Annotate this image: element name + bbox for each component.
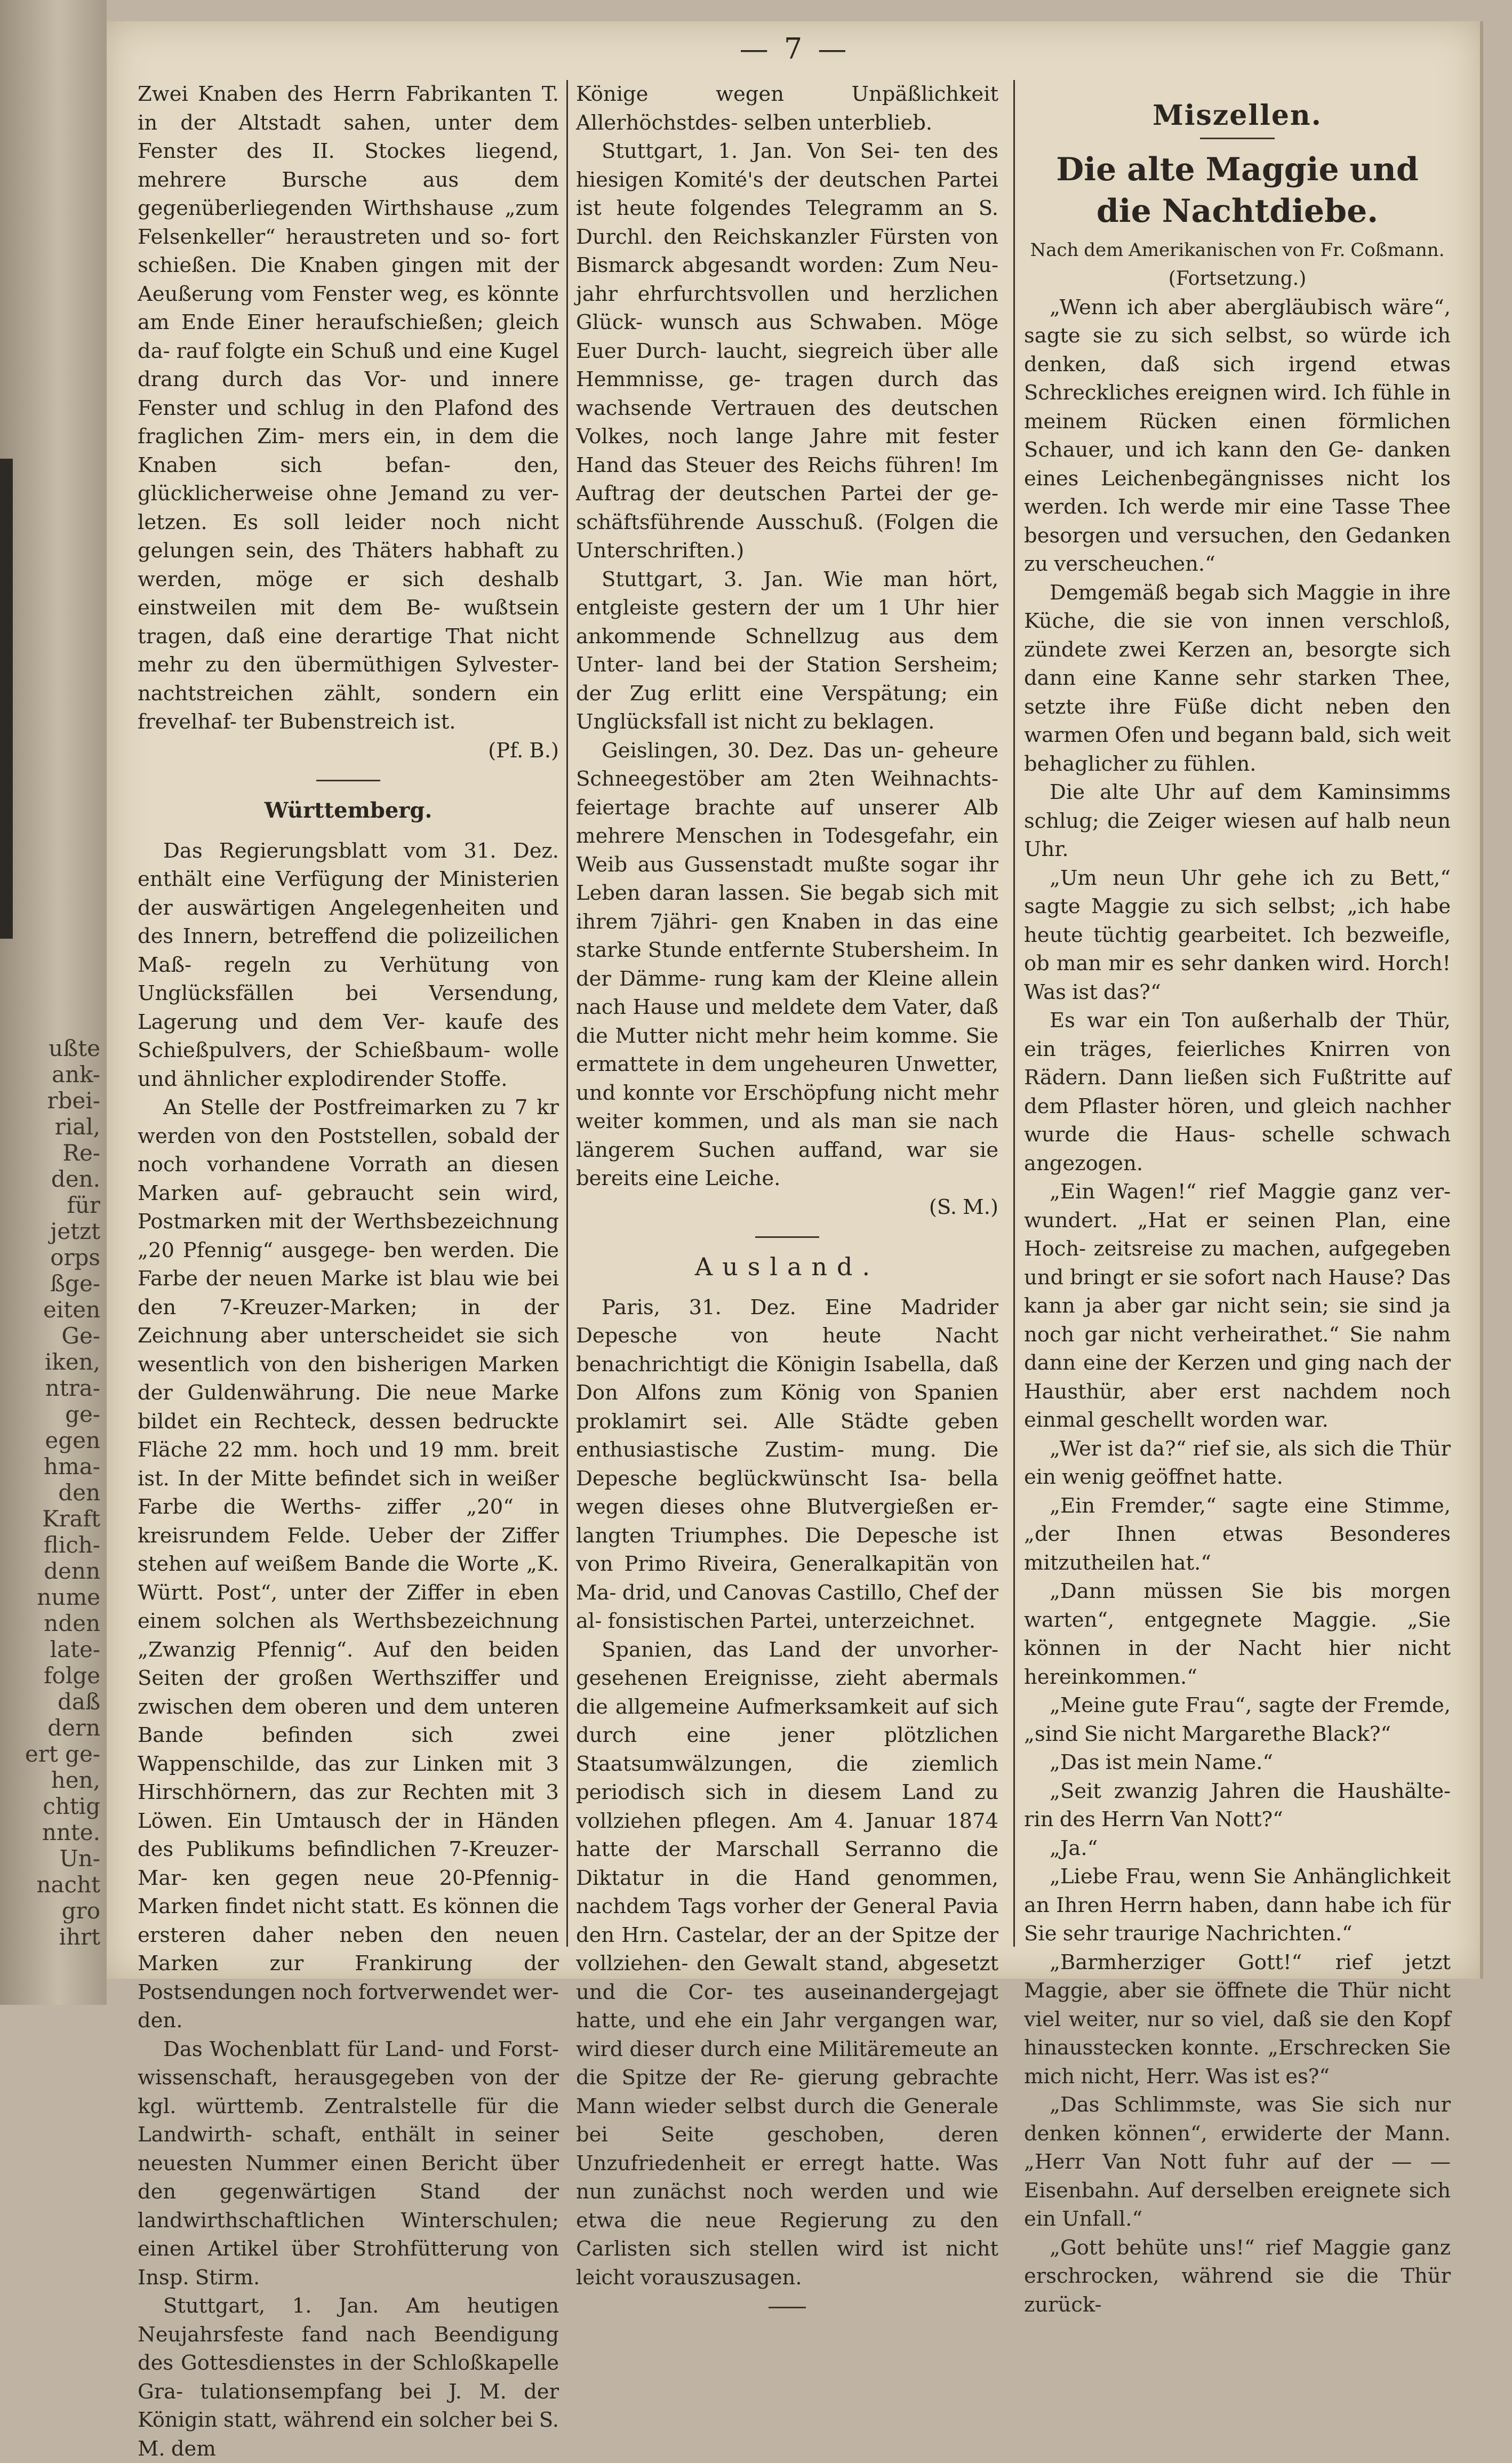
adjacent-page-fragment: nden — [44, 1610, 100, 1636]
story-paragraph: Demgemäß begab sich Maggie in ihre Küche, die sie von innen verschloß, zündete zwei Kerzen an, besorgte sich dann eine Kanne sehr starken Thee, setzte ihre Füße dicht neben den warmen Ofen und begann bald, sich weit behaglicher zu fühlen. — [1024, 580, 1451, 776]
adjacent-page-fragment: daß — [58, 1689, 100, 1715]
article-end-divider — [769, 2307, 806, 2308]
adjacent-page-fragment: egen — [45, 1427, 100, 1453]
adjacent-page-fragment: dern — [47, 1715, 100, 1741]
adjacent-page-fragment: nacht — [36, 1872, 100, 1898]
adjacent-page-fragment: ge- — [65, 1401, 100, 1427]
column-2 — [576, 80, 998, 2290]
adjacent-page-fragment: denn — [44, 1558, 100, 1584]
column-3 — [1024, 80, 1451, 2317]
adjacent-page-fragment: flich- — [43, 1532, 100, 1558]
adjacent-page-fragment: hen, — [51, 1767, 100, 1793]
adjacent-page-fragment: nnte. — [42, 1819, 100, 1845]
story-paragraph: „Gott behüte uns!“ rief Maggie ganz erschrocken, während sie die Thür zurück- — [1024, 2235, 1451, 2317]
story-paragraph: „Barmherziger Gott!“ rief jetzt Maggie, aber sie öffnete die Thür nicht viel weiter, nur so viel, daß sie den Kopf hinausstecken konnte. „Erschrecken Sie mich nicht, Herr. Was ist es?“ — [1024, 1950, 1451, 2089]
section-divider — [755, 1236, 819, 1238]
adjacent-page-fragment: hma- — [43, 1453, 100, 1480]
story-paragraph: „Das ist mein Name.“ — [1050, 1750, 1274, 1774]
story-paragraph: „Ein Wagen!“ rief Maggie ganz ver- wundert. „Hat er seinen Plan, eine Hoch- zeitsreise zu machen, aufgegeben und bringt er sie sofort nach Hause? Das kann ja aber gar nicht sein; sie sind ja noch gar nicht verheirathet.“ Sie nahm dann eine der Kerzen und ging nach der Hausthür, aber erst nachdem noch einmal geschellt worden war. — [1024, 1180, 1451, 1432]
adjacent-page-fragment: nume — [37, 1584, 100, 1610]
section-heading-ausland: Ausland. — [694, 1252, 880, 1281]
adjacent-page-fragment: Ge- — [61, 1323, 100, 1349]
adjacent-page-fragment: jetzt — [50, 1218, 100, 1244]
story-paragraph: „Meine gute Frau“, sagte der Fremde, „sind Sie nicht Margarethe Black?“ — [1024, 1693, 1451, 1746]
article-source: (Pf. B.) — [488, 738, 559, 763]
story-byline: Nach dem Amerikanischen von Fr. Coßmann. — [1030, 239, 1445, 261]
adjacent-page-fragment: folge — [43, 1662, 100, 1689]
adjacent-page-fragment: iken, — [44, 1349, 100, 1375]
section-heading-wuerttemberg: Württemberg. — [264, 798, 433, 823]
article-paragraph: An Stelle der Postfreimarken zu 7 kr werden von den Poststellen, sobald der noch vorhandene Vorrath an diesen Marken auf- gebraucht sein wird, Postmarken mit der Werthsbezeichnung „20 Pfennig“ ausgege- ben werden. Die Farbe der neuen Marke ist blau wie bei den 7-Kreuzer-Marken; in der Zeichnung aber unterscheidet sie sich wesentlich von den bisherigen Marken der Guldenwährung. Die neue Marke bildet ein Rechteck, dessen bedruckte Fläche 22 mm. hoch und 19 mm. breit ist. In der Mitte befindet sich in weißer Farbe die Werths- ziffer „20“ in kreisrundem Felde. Ueber der Ziffer stehen auf weißem Bande die Worte „K. Württ. Post“, unter der Ziffer in eben einem solchen als Werthsbezeichnung „Zwanzig Pfennig“. Auf den beiden Seiten der großen Werthsziffer und zwischen dem oberen und dem unteren Bande befinden sich zwei Wappenschilde, das zur Linken mit 3 Hirschhörnern, das zur Rechten mit 3 Löwen. Ein Umtausch der in Händen des Publikums befindlichen 7-Kreuzer-Mar- ken gegen neue 20-Pfennig-Marken findet nicht statt. Es können die ersteren daher neben den neuen Marken zur Frankirung der Postsendungen noch fortverwendet wer- den. — [138, 1095, 559, 2033]
adjacent-page-fragment: ußte — [49, 1035, 100, 1061]
article-paragraph: Das Wochenblatt für Land- und Forst- wissenschaft, herausgegeben von der kgl. württemb. Zentralstelle für die Landwirth- schaft, enthält in seiner neuesten Nummer einen Bericht über den gegenwärtigen Stand der landwirthschaftlichen Winterschulen; einen Artikel über Strohfütterung von Insp. Stirm. — [138, 2037, 559, 2290]
article-paragraph: Könige wegen Unpäßlichkeit Allerhöchstdes- selben unterblieb. — [576, 82, 998, 135]
story-paragraph: Es war ein Ton außerhalb der Thür, ein träges, feierliches Knirren von Rädern. Dann ließen sich Fußtritte auf dem Pflaster hören, und gleich nachher wurde die Haus- schelle schwach angezogen. — [1024, 1009, 1451, 1175]
story-paragraph: „Das Schlimmste, was Sie sich nur denken können“, erwiderte der Mann. „Herr Van Nott fuhr auf der — — Eisenbahn. Auf derselben ereignete sich ein Unfall.“ — [1024, 2093, 1451, 2231]
article-paragraph: Zwei Knaben des Herrn Fabrikanten T. in der Altstadt sahen, unter dem Fenster des II. Stockes liegend, mehrere Bursche aus dem gegenüberliegenden Wirthshause „zum Felsenkeller“ heraustreten und so- fort schießen. Die Knaben gingen mit der Aeußerung vom Fenster weg, es könnte am Ende Einer heraufschießen; gleich da- rauf folgte ein Schuß und eine Kugel drang durch das Vor- und innere Fenster und schlug in den Plafond des fraglichen Zim- mers ein, in dem die Knaben sich befan- den, glücklicherweise ohne Jemand zu ver- letzen. Es soll leider noch nicht gelungen sein, des Thäters habhaft zu werden, möge er sich deshalb einstweilen mit dem Be- wußtsein tragen, daß eine derartige That nicht mehr zu den übermüthigen Sylvester- nachtstreichen zählt, sondern ein frevelhaf- ter Bubenstreich ist. — [138, 82, 559, 734]
story-paragraph: „Wenn ich aber abergläubisch wäre“, sagte sie zu sich selbst, so würde ich denken, daß sich irgend etwas Schreckliches ereignen wird. Ich fühle in meinem Rücken einen förmlichen Schauer, und ich kann den Ge- danken eines Leichenbegängnisses nicht los werden. Ich werde mir eine Tasse Thee besorgen und versuchen, den Gedanken zu verscheuchen.“ — [1024, 295, 1451, 576]
article-paragraph: Stuttgart, 1. Jan. Von Sei- ten des hiesigen Komité's der deutschen Partei ist heute folgendes Telegramm an S. Durchl. den Reichskanzler Fürsten von Bismarck abgesandt worden: Zum Neu- jahr ehrfurchtsvollen und herzlichen Glück- wunsch aus Schwaben. Möge Euer Durch- laucht, siegreich über alle Hemmnisse, ge- tragen durch das wachsende Vertrauen des deutschen Volkes, noch lange Jahre mit fester Hand das Steuer des Reichs führen! Im Auftrag der deutschen Partei der ge- schäftsführende Ausschuß. (Folgen die Unterschriften.) — [576, 139, 998, 563]
article-source: (S. M.) — [929, 1195, 998, 1219]
story-paragraph: „Liebe Frau, wenn Sie Anhänglichkeit an Ihren Herrn haben, dann habe ich für Sie sehr traurige Nachrichten.“ — [1024, 1865, 1451, 1946]
story-paragraph: Die alte Uhr auf dem Kaminsimms schlug; die Zeiger wiesen auf halb neun Uhr. — [1024, 780, 1451, 861]
adjacent-page-fragment: ank- — [52, 1061, 100, 1087]
adjacent-page-fragment: eiten — [43, 1297, 100, 1323]
story-paragraph: „Dann müssen Sie bis morgen warten“, entgegnete Maggie. „Sie können in der Nacht hier nicht hereinkommen.“ — [1024, 1579, 1451, 1689]
article-paragraph: Geislingen, 30. Dez. Das un- geheure Schneegestöber am 2ten Weihnachts- feiertage brachte auf unserer Alb mehrere Menschen in Todesgefahr, ein Weib aus Gussenstadt mußte sogar ihr Leben daran lassen. Sie begab sich mit ihrem 7jähri- gen Knaben in das eine starke Stunde entfernte Stubersheim. In der Dämme- rung kam der Kleine allein nach Hause und meldete dem Vater, daß die Mutter nicht mehr heim komme. Sie ermattete in dem ungeheuren Unwetter, und konnte vor Erschöpfung nicht mehr weiter kommen, und als man sie nach längerem Suchen auffand, war sie bereits eine Leiche. — [576, 738, 998, 1190]
section-divider — [1200, 138, 1275, 139]
binding-shadow — [0, 459, 13, 939]
adjacent-page-fragment: Re- — [62, 1140, 100, 1166]
story-paragraph: „Wer ist da?“ rief sie, als sich die Thür ein wenig geöffnet hatte. — [1024, 1436, 1451, 1489]
column-1 — [138, 80, 559, 2461]
adjacent-page-fragment: late- — [50, 1636, 100, 1662]
column-rule-1 — [566, 80, 568, 1947]
story-paragraph: „Seit zwanzig Jahren die Haushälte- rin des Herrn Van Nott?“ — [1024, 1779, 1451, 1832]
adjacent-page-fragment: ert ge- — [25, 1741, 100, 1767]
article-paragraph: Stuttgart, 3. Jan. Wie man hört, entgleiste gestern der um 1 Uhr hier ankommende Schnellzug aus dem Unter- land bei der Station Sersheim; der Zug erlitt eine Verspätung; ein Unglücksfall ist nicht zu beklagen. — [576, 567, 998, 734]
story-paragraph: „Ja.“ — [1050, 1836, 1098, 1860]
adjacent-page-fragment: rbei- — [47, 1087, 100, 1114]
adjacent-page-fragment: chtig — [43, 1793, 100, 1819]
adjacent-page-fragment: rial, — [54, 1114, 100, 1140]
story-paragraph: „Um neun Uhr gehe ich zu Bett,“ sagte Maggie zu sich selbst; „ich habe heute tüchtig gearbeitet. Ich bezweifle, ob man mir es sehr danken wird. Horch! Was ist das?“ — [1024, 866, 1451, 1004]
adjacent-page-edge — [0, 0, 107, 2005]
adjacent-page-fragment: ntra- — [45, 1375, 100, 1401]
continued-note: (Fortsetzung.) — [1168, 268, 1307, 290]
adjacent-page-fragment: ßge- — [50, 1270, 100, 1297]
adjacent-page-fragment: für — [67, 1192, 100, 1218]
section-heading-miszellen: Miszellen. — [1153, 99, 1322, 132]
adjacent-page-fragment: orps — [50, 1244, 100, 1270]
story-paragraph: „Ein Fremder,“ sagte eine Stimme, „der Ihnen etwas Besonderes mitzutheilen hat.“ — [1024, 1493, 1451, 1575]
story-title: Die alte Maggie und die Nachtdiebe. — [1056, 150, 1419, 230]
adjacent-page-fragment: ihrt — [59, 1924, 100, 1950]
adjacent-page-fragment: Kraft — [42, 1506, 100, 1532]
article-paragraph: Paris, 31. Dez. Eine Madrider Depesche von heute Nacht benachrichtigt die Königin Isabella, daß Don Alfons zum König von Spanien proklamirt sei. Alle Städte geben enthusiastische Zustim- mung. Die Depesche beglückwünscht Isa- bella wegen dieses ohne Blutvergießen er- langten Triumphes. Die Depesche ist von Primo Riveira, Generalkapitän von Ma- drid, und Canovas Castillo, Chef der al- fonsistischen Partei, unterzeichnet. — [576, 1295, 998, 1633]
adjacent-page-fragment: gro — [61, 1898, 100, 1924]
section-divider — [316, 780, 380, 781]
article-paragraph: Spanien, das Land der unvorher- gesehenen Ereignisse, zieht abermals die allgemeine Aufmerksamkeit auf sich durch eine jener plötzlichen Staatsumwälzungen, die ziemlich periodisch sich in diesem Land zu vollziehen pflegen. Am 4. Januar 1874 hatte der Marschall Serranno die Diktatur in die Hand genommen, nachdem Tags vorher der General Pavia den Hrn. Castelar, der an der Spitze der vollziehen- den Gewalt stand, abgesetzt und die Cor- tes auseinandergejagt hatte, und ehe ein Jahr vergangen war, wird dieser durch eine Militäremeute an die Spitze der Re- gierung gebrachte Mann wieder selbst durch die Generale bei Seite geschoben, deren Unzufriedenheit er erregt hatte. Was nun zunächst noch werden und wie etwa die neue Regierung zu den Carlisten sich stellen wird ist nicht leicht vorauszusagen. — [576, 1637, 998, 2290]
column-rule-2 — [1013, 80, 1015, 1947]
newspaper-page — [107, 21, 1483, 2461]
adjacent-page-fragment: den. — [51, 1166, 100, 1192]
article-paragraph: Das Regierungsblatt vom 31. Dez. enthält eine Verfügung der Ministerien der auswärtigen Angelegenheiten und des Innern, betreffend die polizeilichen Maß- regeln zu Verhütung von Unglücksfällen bei Versendung, Lagerung und dem Ver- kaufe des Schießpulvers, der Schießbaum- wolle und ähnlicher explodirender Stoffe. — [138, 838, 559, 1091]
page-number: — 7 — — [739, 32, 850, 66]
adjacent-page-fragment: den — [58, 1480, 100, 1506]
article-paragraph: Stuttgart, 1. Jan. Am heutigen Neujahrsfeste fand nach Beendigung des Gottesdienstes in der Schloßkapelle Gra- tulationsempfang bei J. M. der Königin statt, während ein solcher bei S. M. dem — [138, 2294, 559, 2461]
adjacent-page-fragment: Un- — [59, 1845, 100, 1872]
